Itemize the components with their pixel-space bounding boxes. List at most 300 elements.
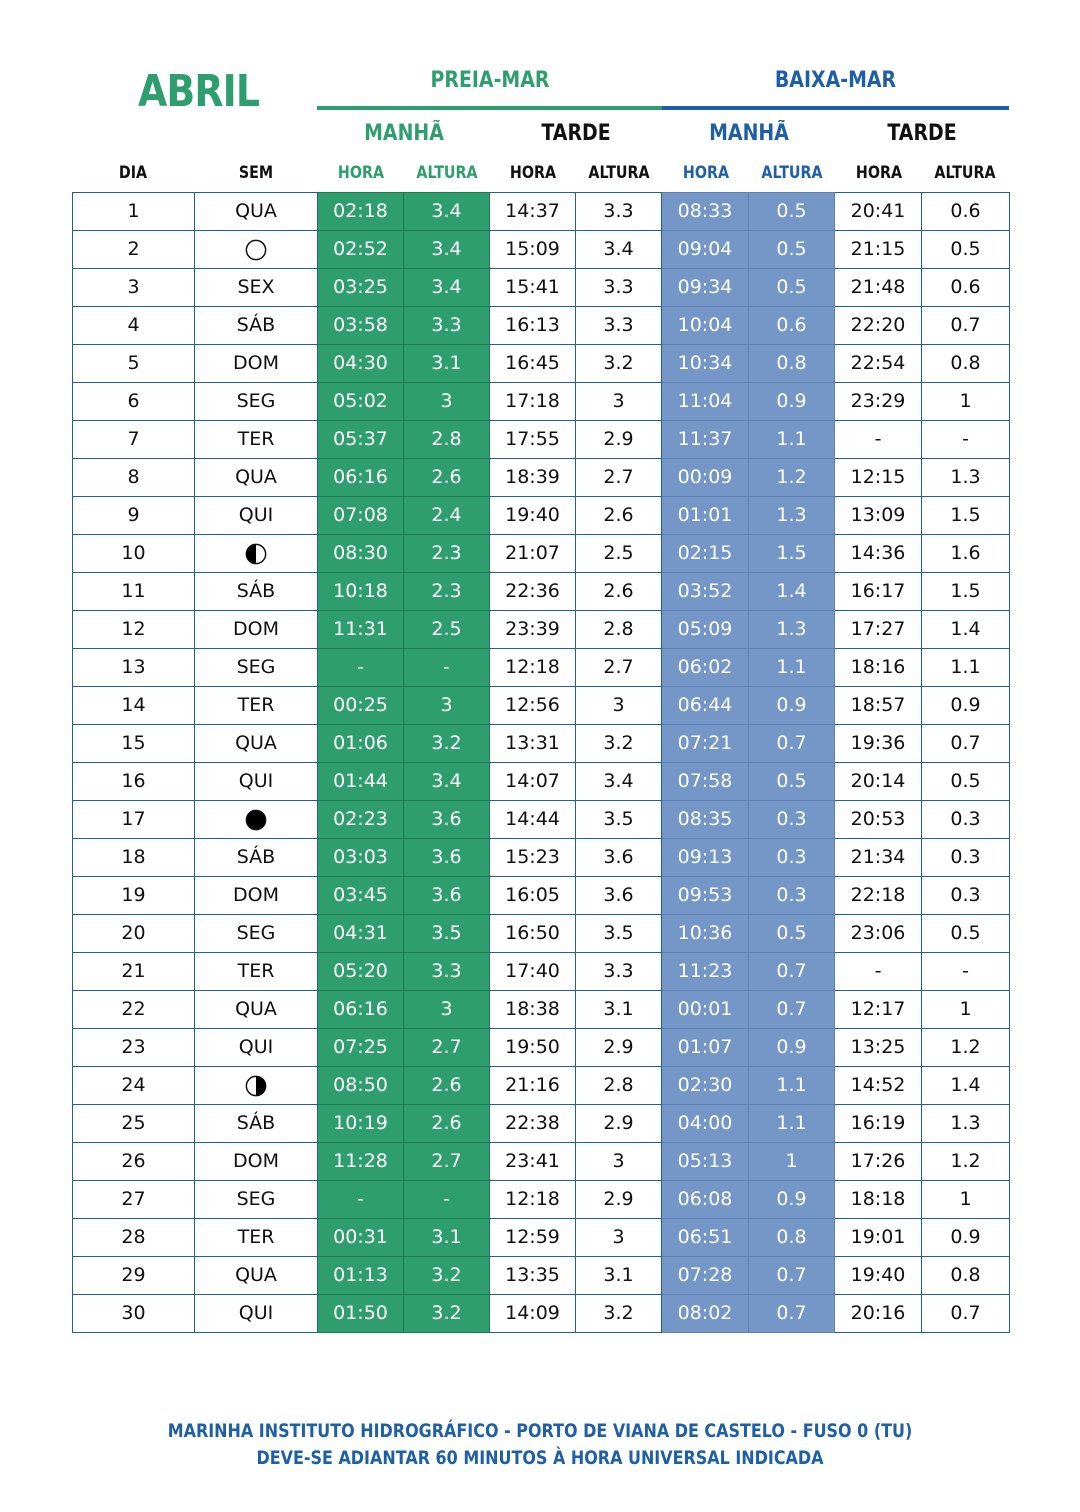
cell-baixa-tarde-hora: 14:52 [835, 1067, 922, 1105]
cell-preia-manha-hora: 01:50 [318, 1295, 404, 1333]
cell-baixa-manha-altura: 0.7 [749, 1257, 835, 1295]
cell-dia: 16 [73, 763, 195, 801]
cell-preia-manha-hora: 08:50 [318, 1067, 404, 1105]
cell-baixa-manha-hora: 01:01 [662, 497, 749, 535]
cell-sem: DOM [195, 877, 318, 915]
cell-baixa-manha-altura: 0.5 [749, 915, 835, 953]
cell-preia-tarde-hora: 12:59 [490, 1219, 576, 1257]
cell-dia: 25 [73, 1105, 195, 1143]
cell-baixa-manha-altura: 0.7 [749, 991, 835, 1029]
period-baixa-manha: MANHÃ [709, 121, 789, 146]
cell-baixa-tarde-altura: 1.1 [922, 649, 1010, 687]
cell-baixa-manha-altura: 1.2 [749, 459, 835, 497]
table-row [73, 1219, 1010, 1257]
cell-baixa-manha-hora: 00:09 [662, 459, 749, 497]
cell-preia-tarde-hora: 19:40 [490, 497, 576, 535]
cell-preia-manha-altura: 2.4 [404, 497, 490, 535]
cell-baixa-tarde-hora: 22:54 [835, 345, 922, 383]
table-row [73, 193, 1010, 231]
table-row [73, 573, 1010, 611]
cell-sem: SEG [195, 915, 318, 953]
cell-sem: TER [195, 1219, 318, 1257]
cell-sem: SÁB [195, 307, 318, 345]
tide-table-body [73, 193, 1010, 1333]
cell-baixa-manha-hora: 01:07 [662, 1029, 749, 1067]
cell-preia-manha-altura: 3.2 [404, 1295, 490, 1333]
cell-baixa-manha-hora: 08:33 [662, 193, 749, 231]
cell-preia-tarde-altura: 2.7 [576, 459, 662, 497]
cell-baixa-tarde-hora: 13:09 [835, 497, 922, 535]
table-row [73, 687, 1010, 725]
full-moon-icon [245, 239, 267, 261]
cell-baixa-manha-hora: 07:21 [662, 725, 749, 763]
cell-preia-manha-hora: 10:18 [318, 573, 404, 611]
table-row [73, 1105, 1010, 1143]
cell-preia-manha-hora: 02:23 [318, 801, 404, 839]
cell-preia-tarde-altura: 3 [576, 383, 662, 421]
table-row [73, 535, 1010, 573]
cell-baixa-tarde-hora: 14:36 [835, 535, 922, 573]
cell-preia-tarde-altura: 3.3 [576, 269, 662, 307]
table-row [73, 801, 1010, 839]
cell-sem [195, 1067, 318, 1105]
cell-baixa-manha-altura: 1.3 [749, 611, 835, 649]
cell-baixa-manha-altura: 0.5 [749, 269, 835, 307]
table-row [73, 383, 1010, 421]
cell-baixa-tarde-hora: 19:40 [835, 1257, 922, 1295]
cell-preia-tarde-altura: 2.6 [576, 573, 662, 611]
cell-preia-tarde-hora: 21:16 [490, 1067, 576, 1105]
cell-preia-tarde-hora: 15:23 [490, 839, 576, 877]
cell-baixa-tarde-altura: 0.7 [922, 307, 1010, 345]
cell-baixa-tarde-altura: 0.8 [922, 1257, 1010, 1295]
cell-preia-manha-hora: 01:06 [318, 725, 404, 763]
cell-baixa-manha-hora: 02:30 [662, 1067, 749, 1105]
cell-dia: 5 [73, 345, 195, 383]
cell-preia-manha-altura: 3.4 [404, 269, 490, 307]
cell-baixa-manha-hora: 09:13 [662, 839, 749, 877]
cell-baixa-manha-hora: 07:58 [662, 763, 749, 801]
cell-dia: 11 [73, 573, 195, 611]
cell-dia: 13 [73, 649, 195, 687]
cell-preia-manha-altura: - [404, 1181, 490, 1219]
cell-baixa-tarde-hora: - [835, 953, 922, 991]
cell-baixa-manha-hora: 10:34 [662, 345, 749, 383]
cell-sem: SEX [195, 269, 318, 307]
cell-preia-manha-altura: 3.3 [404, 307, 490, 345]
cell-baixa-manha-hora: 09:04 [662, 231, 749, 269]
cell-preia-tarde-altura: 2.5 [576, 535, 662, 573]
cell-baixa-manha-altura: 0.9 [749, 687, 835, 725]
cell-baixa-tarde-hora: 16:19 [835, 1105, 922, 1143]
cell-baixa-manha-altura: 0.3 [749, 839, 835, 877]
cell-baixa-tarde-hora: 19:01 [835, 1219, 922, 1257]
cell-dia: 6 [73, 383, 195, 421]
cell-preia-manha-hora: 02:18 [318, 193, 404, 231]
cell-baixa-tarde-hora: 20:16 [835, 1295, 922, 1333]
table-row [73, 307, 1010, 345]
cell-preia-tarde-hora: 17:40 [490, 953, 576, 991]
cell-dia: 10 [73, 535, 195, 573]
cell-dia: 22 [73, 991, 195, 1029]
cell-preia-manha-hora: 04:31 [318, 915, 404, 953]
col-header-hora: HORA [682, 163, 730, 183]
cell-baixa-manha-hora: 05:09 [662, 611, 749, 649]
table-row [73, 877, 1010, 915]
cell-baixa-manha-altura: 0.9 [749, 1181, 835, 1219]
cell-preia-manha-altura: 3 [404, 991, 490, 1029]
cell-dia: 12 [73, 611, 195, 649]
cell-preia-manha-hora: 06:16 [318, 991, 404, 1029]
cell-baixa-tarde-hora: 22:18 [835, 877, 922, 915]
cell-baixa-manha-altura: 0.8 [749, 345, 835, 383]
cell-baixa-manha-hora: 09:34 [662, 269, 749, 307]
cell-preia-manha-altura: 3 [404, 383, 490, 421]
last-quarter-moon-icon [245, 1075, 267, 1097]
cell-preia-manha-altura: 3.1 [404, 345, 490, 383]
cell-baixa-tarde-hora: 18:57 [835, 687, 922, 725]
cell-preia-manha-altura: 2.3 [404, 573, 490, 611]
cell-preia-manha-hora: 11:31 [318, 611, 404, 649]
col-header-altura: ALTURA [934, 163, 996, 183]
cell-preia-tarde-altura: 3.2 [576, 1295, 662, 1333]
table-row [73, 725, 1010, 763]
cell-baixa-tarde-altura: - [922, 953, 1010, 991]
cell-dia: 1 [73, 193, 195, 231]
cell-preia-tarde-altura: 3.3 [576, 193, 662, 231]
cell-baixa-tarde-altura: 1.4 [922, 611, 1010, 649]
footer-source-line: MARINHA INSTITUTO HIDROGRÁFICO - PORTO DE VIANA DE CASTELO - FUSO 0 (TU) [167, 1420, 913, 1442]
table-row [73, 459, 1010, 497]
col-header-sem: SEM [238, 163, 274, 183]
cell-preia-tarde-hora: 12:18 [490, 1181, 576, 1219]
cell-baixa-tarde-altura: 0.6 [922, 269, 1010, 307]
cell-baixa-manha-hora: 10:04 [662, 307, 749, 345]
cell-sem: QUA [195, 991, 318, 1029]
cell-baixa-manha-altura: 1 [749, 1143, 835, 1181]
cell-baixa-tarde-hora: 12:17 [835, 991, 922, 1029]
cell-baixa-tarde-hora: 20:41 [835, 193, 922, 231]
table-row [73, 953, 1010, 991]
cell-preia-tarde-altura: 3 [576, 687, 662, 725]
cell-preia-tarde-altura: 2.8 [576, 611, 662, 649]
cell-preia-tarde-hora: 14:09 [490, 1295, 576, 1333]
cell-sem: SÁB [195, 839, 318, 877]
period-baixa-tarde: TARDE [887, 121, 957, 146]
baixa-mar-heading: BAIXA-MAR [774, 68, 897, 93]
cell-dia: 3 [73, 269, 195, 307]
cell-baixa-tarde-altura: 0.9 [922, 1219, 1010, 1257]
cell-preia-manha-altura: - [404, 649, 490, 687]
cell-baixa-tarde-hora: 21:48 [835, 269, 922, 307]
cell-baixa-tarde-hora: 23:29 [835, 383, 922, 421]
cell-preia-manha-hora: 01:13 [318, 1257, 404, 1295]
first-quarter-moon-icon [245, 543, 267, 565]
cell-preia-tarde-hora: 14:37 [490, 193, 576, 231]
cell-dia: 20 [73, 915, 195, 953]
cell-preia-tarde-hora: 16:50 [490, 915, 576, 953]
cell-preia-manha-hora: 10:19 [318, 1105, 404, 1143]
cell-dia: 19 [73, 877, 195, 915]
cell-preia-manha-hora: 02:52 [318, 231, 404, 269]
cell-preia-tarde-hora: 22:38 [490, 1105, 576, 1143]
cell-dia: 14 [73, 687, 195, 725]
table-row [73, 1067, 1010, 1105]
cell-preia-manha-altura: 3.1 [404, 1219, 490, 1257]
cell-preia-manha-altura: 3.6 [404, 801, 490, 839]
cell-baixa-manha-hora: 09:53 [662, 877, 749, 915]
cell-preia-tarde-hora: 17:55 [490, 421, 576, 459]
cell-preia-manha-altura: 3.6 [404, 877, 490, 915]
cell-baixa-manha-altura: 0.8 [749, 1219, 835, 1257]
cell-baixa-tarde-altura: 0.3 [922, 877, 1010, 915]
new-moon-icon [245, 809, 267, 831]
cell-baixa-tarde-altura: 0.7 [922, 725, 1010, 763]
table-row [73, 231, 1010, 269]
baixa-mar-underline [662, 106, 1009, 110]
cell-baixa-tarde-altura: 0.3 [922, 839, 1010, 877]
cell-preia-tarde-altura: 2.9 [576, 1029, 662, 1067]
cell-preia-manha-hora: 00:25 [318, 687, 404, 725]
preia-mar-heading: PREIA-MAR [430, 68, 550, 93]
table-row [73, 1257, 1010, 1295]
cell-preia-manha-altura: 2.6 [404, 1067, 490, 1105]
col-header-dia: DIA [118, 163, 148, 183]
cell-preia-tarde-altura: 2.9 [576, 1105, 662, 1143]
table-row [73, 611, 1010, 649]
cell-baixa-tarde-altura: - [922, 421, 1010, 459]
cell-preia-manha-altura: 2.5 [404, 611, 490, 649]
cell-preia-manha-altura: 3.4 [404, 193, 490, 231]
cell-sem: QUI [195, 763, 318, 801]
cell-sem: TER [195, 421, 318, 459]
cell-baixa-manha-hora: 06:51 [662, 1219, 749, 1257]
cell-baixa-tarde-hora: 17:27 [835, 611, 922, 649]
cell-preia-tarde-hora: 23:39 [490, 611, 576, 649]
cell-preia-manha-altura: 3.2 [404, 725, 490, 763]
cell-baixa-tarde-altura: 1 [922, 991, 1010, 1029]
cell-sem: QUA [195, 1257, 318, 1295]
cell-preia-tarde-hora: 15:09 [490, 231, 576, 269]
cell-preia-tarde-altura: 2.6 [576, 497, 662, 535]
table-row [73, 1143, 1010, 1181]
cell-baixa-manha-hora: 05:13 [662, 1143, 749, 1181]
cell-sem: TER [195, 687, 318, 725]
cell-preia-tarde-hora: 19:50 [490, 1029, 576, 1067]
cell-baixa-manha-altura: 1.1 [749, 1105, 835, 1143]
col-header-altura: ALTURA [416, 163, 478, 183]
cell-preia-manha-hora: - [318, 649, 404, 687]
col-header-hora: HORA [855, 163, 903, 183]
preia-mar-underline [317, 106, 662, 110]
cell-sem: SÁB [195, 573, 318, 611]
cell-baixa-tarde-hora: 16:17 [835, 573, 922, 611]
col-header-altura: ALTURA [761, 163, 823, 183]
cell-preia-tarde-hora: 12:18 [490, 649, 576, 687]
cell-preia-manha-hora: 01:44 [318, 763, 404, 801]
cell-preia-tarde-hora: 17:18 [490, 383, 576, 421]
cell-baixa-tarde-altura: 1.3 [922, 1105, 1010, 1143]
cell-baixa-manha-altura: 0.7 [749, 725, 835, 763]
cell-sem [195, 535, 318, 573]
cell-sem: SEG [195, 1181, 318, 1219]
cell-baixa-manha-altura: 0.6 [749, 307, 835, 345]
cell-baixa-manha-hora: 08:02 [662, 1295, 749, 1333]
cell-baixa-manha-hora: 11:04 [662, 383, 749, 421]
cell-preia-manha-hora: 11:28 [318, 1143, 404, 1181]
cell-preia-manha-altura: 3.6 [404, 839, 490, 877]
month-title: ABRIL [138, 66, 260, 117]
cell-preia-tarde-hora: 16:05 [490, 877, 576, 915]
cell-baixa-manha-altura: 0.9 [749, 1029, 835, 1067]
cell-preia-manha-altura: 3.4 [404, 231, 490, 269]
cell-baixa-tarde-altura: 1.6 [922, 535, 1010, 573]
cell-baixa-manha-hora: 06:02 [662, 649, 749, 687]
cell-baixa-tarde-altura: 1.3 [922, 459, 1010, 497]
table-row [73, 839, 1010, 877]
cell-preia-manha-hora: 05:37 [318, 421, 404, 459]
cell-sem: QUI [195, 497, 318, 535]
cell-preia-tarde-hora: 18:39 [490, 459, 576, 497]
cell-baixa-tarde-hora: 19:36 [835, 725, 922, 763]
cell-baixa-tarde-altura: 0.9 [922, 687, 1010, 725]
cell-preia-tarde-altura: 3.5 [576, 801, 662, 839]
cell-baixa-manha-hora: 04:00 [662, 1105, 749, 1143]
table-row [73, 497, 1010, 535]
cell-preia-tarde-altura: 3.1 [576, 991, 662, 1029]
cell-dia: 18 [73, 839, 195, 877]
cell-baixa-tarde-altura: 0.6 [922, 193, 1010, 231]
cell-baixa-tarde-altura: 0.5 [922, 763, 1010, 801]
cell-dia: 29 [73, 1257, 195, 1295]
cell-preia-tarde-altura: 3.5 [576, 915, 662, 953]
cell-sem: TER [195, 953, 318, 991]
cell-baixa-manha-hora: 11:23 [662, 953, 749, 991]
cell-preia-tarde-hora: 18:38 [490, 991, 576, 1029]
cell-sem: SÁB [195, 1105, 318, 1143]
cell-sem [195, 801, 318, 839]
cell-baixa-tarde-altura: 1.5 [922, 497, 1010, 535]
table-row [73, 1181, 1010, 1219]
tide-table [72, 192, 1010, 1333]
cell-baixa-manha-hora: 11:37 [662, 421, 749, 459]
col-header-altura: ALTURA [588, 163, 650, 183]
cell-preia-tarde-altura: 3.1 [576, 1257, 662, 1295]
cell-preia-manha-altura: 2.6 [404, 1105, 490, 1143]
cell-baixa-manha-hora: 00:01 [662, 991, 749, 1029]
cell-baixa-manha-altura: 0.3 [749, 877, 835, 915]
cell-preia-manha-hora: 07:25 [318, 1029, 404, 1067]
cell-sem: QUA [195, 459, 318, 497]
cell-preia-manha-hora: 03:03 [318, 839, 404, 877]
cell-baixa-tarde-hora: 18:18 [835, 1181, 922, 1219]
cell-baixa-tarde-hora: 17:26 [835, 1143, 922, 1181]
cell-sem: QUI [195, 1029, 318, 1067]
cell-preia-manha-altura: 3.4 [404, 763, 490, 801]
col-header-hora: HORA [337, 163, 385, 183]
cell-baixa-manha-altura: 1.5 [749, 535, 835, 573]
footer-note-line: DEVE-SE ADIANTAR 60 MINUTOS À HORA UNIVERSAL INDICADA [256, 1447, 824, 1469]
cell-dia: 8 [73, 459, 195, 497]
cell-baixa-manha-altura: 1.1 [749, 649, 835, 687]
cell-preia-manha-hora: 03:58 [318, 307, 404, 345]
table-row [73, 915, 1010, 953]
cell-sem: DOM [195, 345, 318, 383]
cell-baixa-tarde-altura: 0.5 [922, 915, 1010, 953]
cell-baixa-manha-altura: 0.7 [749, 953, 835, 991]
cell-preia-manha-altura: 3.3 [404, 953, 490, 991]
cell-dia: 15 [73, 725, 195, 763]
cell-baixa-tarde-altura: 1.2 [922, 1143, 1010, 1181]
table-row [73, 763, 1010, 801]
cell-baixa-tarde-altura: 1 [922, 383, 1010, 421]
footer [0, 1418, 1080, 1472]
cell-dia: 2 [73, 231, 195, 269]
cell-dia: 17 [73, 801, 195, 839]
cell-dia: 30 [73, 1295, 195, 1333]
cell-preia-tarde-altura: 3.6 [576, 877, 662, 915]
table-row [73, 649, 1010, 687]
cell-baixa-manha-altura: 0.7 [749, 1295, 835, 1333]
cell-preia-tarde-altura: 2.8 [576, 1067, 662, 1105]
cell-baixa-tarde-altura: 0.5 [922, 231, 1010, 269]
cell-preia-manha-altura: 2.7 [404, 1143, 490, 1181]
col-header-hora: HORA [509, 163, 557, 183]
cell-preia-tarde-hora: 23:41 [490, 1143, 576, 1181]
table-row [73, 1295, 1010, 1333]
cell-preia-tarde-altura: 2.9 [576, 1181, 662, 1219]
cell-baixa-tarde-hora: 12:15 [835, 459, 922, 497]
cell-preia-tarde-altura: 3 [576, 1219, 662, 1257]
cell-preia-manha-altura: 3.5 [404, 915, 490, 953]
cell-sem: SEG [195, 383, 318, 421]
cell-baixa-tarde-hora: 23:06 [835, 915, 922, 953]
cell-preia-tarde-hora: 16:13 [490, 307, 576, 345]
period-preia-tarde: TARDE [541, 121, 611, 146]
cell-baixa-tarde-altura: 0.3 [922, 801, 1010, 839]
cell-preia-manha-altura: 2.7 [404, 1029, 490, 1067]
cell-preia-tarde-altura: 3.4 [576, 763, 662, 801]
cell-preia-manha-altura: 2.8 [404, 421, 490, 459]
cell-preia-manha-altura: 2.6 [404, 459, 490, 497]
cell-preia-tarde-hora: 12:56 [490, 687, 576, 725]
cell-baixa-tarde-altura: 1 [922, 1181, 1010, 1219]
table-row [73, 421, 1010, 459]
cell-preia-tarde-hora: 15:41 [490, 269, 576, 307]
cell-preia-tarde-altura: 3.6 [576, 839, 662, 877]
cell-baixa-tarde-hora: 20:53 [835, 801, 922, 839]
cell-baixa-tarde-hora: 18:16 [835, 649, 922, 687]
cell-baixa-tarde-altura: 1.5 [922, 573, 1010, 611]
cell-preia-manha-hora: 05:20 [318, 953, 404, 991]
cell-preia-tarde-hora: 21:07 [490, 535, 576, 573]
table-row [73, 991, 1010, 1029]
cell-preia-manha-hora: 08:30 [318, 535, 404, 573]
cell-baixa-manha-hora: 03:52 [662, 573, 749, 611]
cell-baixa-manha-altura: 0.5 [749, 763, 835, 801]
cell-sem: DOM [195, 611, 318, 649]
cell-baixa-manha-hora: 08:35 [662, 801, 749, 839]
cell-baixa-manha-altura: 1.1 [749, 1067, 835, 1105]
cell-preia-tarde-altura: 3.3 [576, 953, 662, 991]
cell-preia-tarde-hora: 14:07 [490, 763, 576, 801]
cell-dia: 9 [73, 497, 195, 535]
cell-preia-manha-altura: 3 [404, 687, 490, 725]
cell-baixa-tarde-hora: 20:14 [835, 763, 922, 801]
cell-preia-tarde-altura: 3 [576, 1143, 662, 1181]
cell-preia-tarde-hora: 14:44 [490, 801, 576, 839]
cell-dia: 23 [73, 1029, 195, 1067]
